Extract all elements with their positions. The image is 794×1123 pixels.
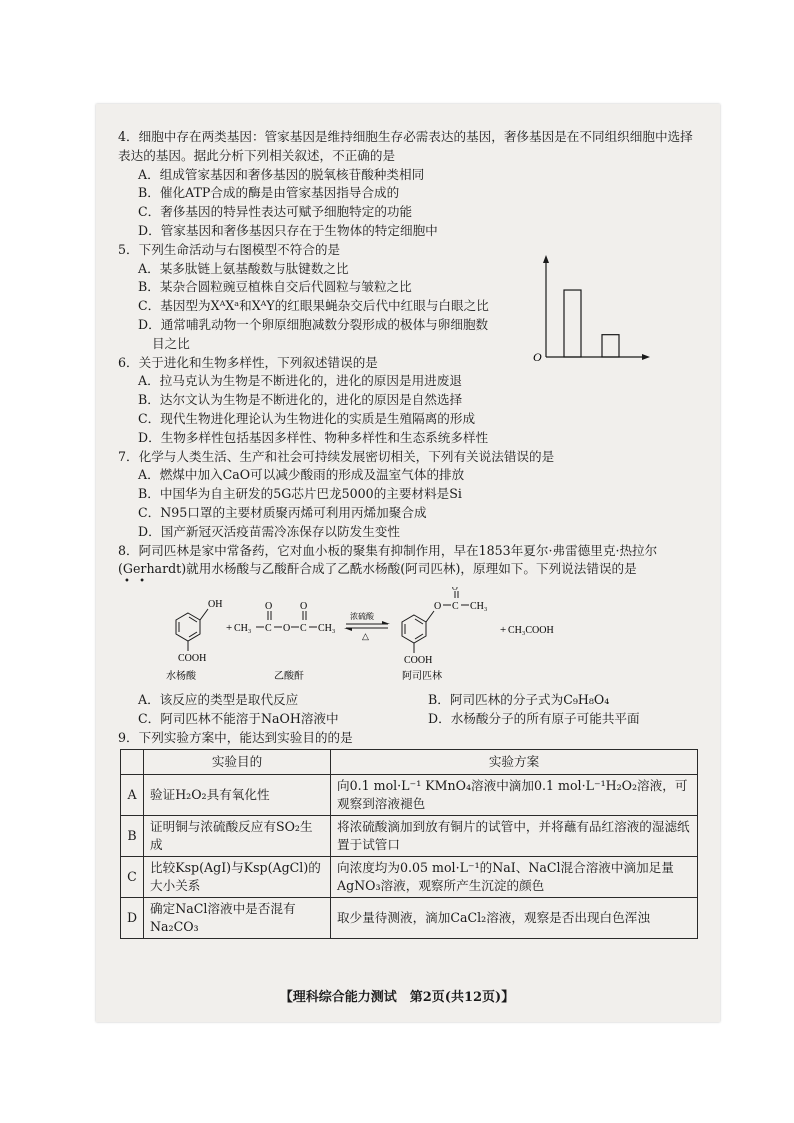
row-plan: 向浓度均为0.05 mol·L⁻¹的NaI、NaCl混合溶液中滴加足量AgNO₃溶液，观察所产生沉淀的颜色 — [331, 857, 698, 898]
table-header-blank — [121, 750, 144, 775]
aspirin-o: O — [434, 601, 442, 613]
page-footer: 【理科综合能力测试 第2页(共12页)】 — [279, 990, 515, 1005]
question-8-stem: 8．阿司匹林是家中常备药，它对血小板的聚集有抑制作用，早在1853年夏尔·弗雷德里克·热拉尔(Gerhardt)就用水杨酸与乙酸酐合成了乙酰水杨酸(阿司匹林)，原理如下。下列说法错误的是 — [118, 542, 658, 577]
question-4-option-d: D．管家基因和奢侈基因只存在于生物体的特定细胞中 — [138, 222, 438, 238]
row-goal: 确定NaCl溶液中是否混有Na₂CO₃ — [144, 898, 331, 939]
anhydride-o-top2: O — [300, 601, 308, 613]
anhydride-c2: C — [300, 623, 307, 635]
question-7-option-d: D．国产新冠灭活疫苗需冷冻保存以防发生变性 — [138, 523, 400, 539]
question-9-stem: 9．下列实验方案中，能达到实验目的的是 — [118, 729, 353, 745]
question-5-option-d: D．通常哺乳动物一个卵原细胞减数分裂形成的极体与卵细胞数 — [138, 316, 489, 332]
anhydride-o-top1: O — [265, 601, 273, 613]
salicylic-oh: OH — [208, 599, 223, 611]
question-4-stem: 4．细胞中存在两类基因：管家基因是维持细胞生存必需表达的基因，奢侈基因是在不同组织细胞中选择表达的基因。据此分析下列相关叙述，不正确的是 — [118, 129, 693, 163]
experiment-table — [120, 749, 698, 939]
row-goal: 证明铜与浓硫酸反应有SO₂生成 — [144, 816, 331, 857]
acetic-acid: CH₃COOH — [508, 625, 554, 637]
salicylic-cooh: COOH — [178, 653, 207, 665]
aspirin-c: C — [452, 601, 459, 613]
reaction-arrow-tail — [344, 628, 352, 631]
question-5-option-c: C．基因型为XᴬXᵃ和XᴬY的红眼果蝇杂交后代中红眼与白眼之比 — [138, 298, 489, 314]
question-8-options-row-1 — [118, 691, 698, 710]
chart-x-arrow — [642, 354, 650, 360]
row-label: B — [121, 816, 144, 857]
question-8-options-row-2 — [118, 710, 698, 729]
question-5-option-d-cont: 目之比 — [152, 335, 190, 351]
question-6-option-a: A．拉马克认为生物是不断进化的，进化的原因是用进废退 — [138, 373, 462, 389]
row-plan: 取少量待测液，滴加CaCl₂溶液，观察是否出现白色浑浊 — [331, 898, 698, 939]
reaction-arrow-head — [382, 621, 390, 624]
question-6-option-d: D．生物多样性包括基因多样性、物种多样性和生态系统多样性 — [138, 429, 489, 445]
plus-sign-1: + — [226, 622, 233, 635]
question-8-option-b: B．阿司匹林的分子式为C₉H₈O₄ — [428, 691, 610, 707]
question-8-option-d: D．水杨酸分子的所有原子可能共平面 — [428, 710, 640, 726]
catalyst-label: 浓硫酸 — [350, 612, 374, 622]
question-5-option-a: A．某多肽链上氨基酸数与肽键数之比 — [138, 260, 349, 276]
question-8-option-c: C．阿司匹林不能溶于NaOH溶液中 — [138, 710, 339, 726]
anhydride-o-bridge: O — [283, 623, 291, 635]
chart-origin-label: O — [533, 349, 542, 363]
plus-sign-2: + — [500, 624, 507, 637]
question-5-option-b: B．某杂合圆粒豌豆植株自交后代圆粒与皱粒之比 — [138, 279, 412, 295]
aspirin-cooh: COOH — [404, 655, 433, 667]
question-9 — [118, 729, 698, 940]
table-row — [121, 898, 698, 939]
question-4-option-c: C．奢侈基因的特异性表达可赋予细胞特定的功能 — [138, 204, 413, 220]
question-7-option-c: C．N95口罩的主要材质聚丙烯可利用丙烯加聚合成 — [138, 504, 427, 520]
chart-y-arrow — [543, 255, 549, 263]
page-content — [118, 128, 698, 939]
question-6-stem: 6．关于进化和生物多样性，下列叙述错误的是 — [118, 354, 378, 370]
anhydride-ch3-left: CH₃ — [234, 623, 252, 635]
question-4-option-a: A．组成管家基因和奢侈基因的脱氧核苷酸种类相同 — [138, 166, 425, 182]
emphasis-dots: • • — [124, 576, 148, 588]
question-4-option-b: B．催化ATP合成的酶是由管家基因指导合成的 — [138, 185, 400, 201]
chart-bar-1 — [564, 290, 581, 357]
acetic-anhydride-label: 乙酸酐 — [274, 671, 304, 683]
chart-bar-2 — [602, 334, 619, 356]
row-plan: 向0.1 mol·L⁻¹ KMnO₄溶液中滴加0.1 mol·L⁻¹H₂O₂溶液，可观察到溶液褪色 — [331, 775, 698, 816]
table-row — [121, 775, 698, 816]
question-8-option-a: A．该反应的类型是取代反应 — [138, 691, 299, 707]
row-plan: 将浓硫酸滴加到放有铜片的试管中，并将蘸有品红溶液的湿滤纸置于试管口 — [331, 816, 698, 857]
question-7-option-a: A．燃煤中加入CaO可以减少酸雨的形成及温室气体的排放 — [138, 467, 465, 483]
aspirin-o-top: O — [452, 587, 458, 593]
question-7-stem: 7．化学与人类生活、生产和社会可持续发展密切相关，下列有关说法错误的是 — [118, 448, 555, 464]
table-header-row — [121, 750, 698, 775]
anhydride-c1: C — [265, 623, 272, 635]
table-header-plan: 实验方案 — [331, 750, 698, 775]
table-row — [121, 816, 698, 857]
heat-label: △ — [362, 631, 369, 642]
salicylic-acid-label: 水杨酸 — [166, 671, 196, 683]
aspirin-ch3: CH₃ — [470, 601, 488, 613]
row-label: A — [121, 775, 144, 816]
question-5-stem: 5．下列生命活动与右图模型不符合的是 — [118, 241, 341, 257]
question-6-option-b: B．达尔文认为生物是不断进化的，进化的原因是自然选择 — [138, 392, 463, 408]
row-goal: 验证H₂O₂具有氧化性 — [144, 775, 331, 816]
question-8 — [118, 542, 698, 729]
table-header-goal: 实验目的 — [144, 750, 331, 775]
row-label: D — [121, 898, 144, 939]
salicylic-acid-structure — [176, 609, 208, 651]
question-4 — [118, 128, 698, 241]
table-row — [121, 857, 698, 898]
row-label: C — [121, 857, 144, 898]
aspirin-structure — [402, 611, 434, 653]
aspirin-label: 阿司匹林 — [402, 671, 442, 683]
row-goal: 比较Ksp(AgI)与Ksp(AgCl)的大小关系 — [144, 857, 331, 898]
reaction-equation — [118, 587, 698, 683]
question-7-option-b: B．中国华为自主研发的5G芯片巴龙5000的主要材料是Si — [138, 486, 462, 502]
question-7 — [118, 448, 698, 542]
anhydride-ch3-mid: CH₃ — [318, 623, 336, 635]
question-6 — [118, 354, 698, 448]
bar-chart-model — [530, 255, 650, 363]
question-6-option-c: C．现代生物进化理论认为生物进化的实质是生殖隔离的形成 — [138, 410, 476, 426]
